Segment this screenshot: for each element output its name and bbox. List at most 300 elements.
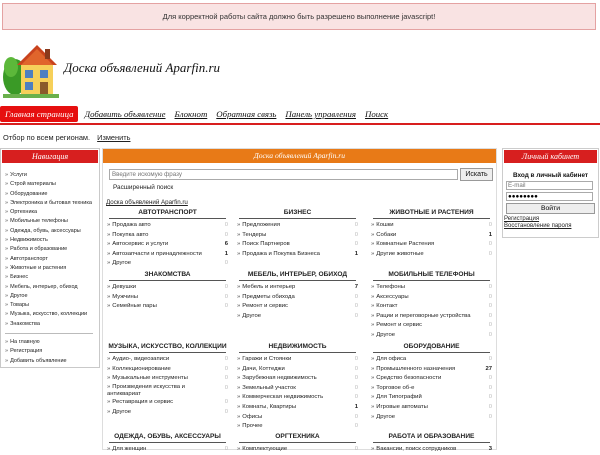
category-item-text: Зарубежная недвижимость [242, 375, 317, 382]
sidebar-item[interactable] [5, 273, 99, 282]
category-item-text: Другое [112, 260, 131, 267]
category-item-label [237, 250, 348, 260]
category-item-label [237, 283, 348, 293]
sidebar-item-label: Работа и образование [10, 246, 68, 253]
category-item-text: Ремонт и сервис [242, 303, 288, 310]
category-item[interactable] [107, 240, 228, 250]
bullet-icon: » [5, 209, 9, 216]
category-item[interactable] [371, 321, 492, 331]
sidebar-item-label: Одежда, обувь, аксессуары [10, 227, 81, 234]
category-item[interactable] [371, 413, 492, 423]
login-label: Вход в личный кабинет [512, 172, 589, 179]
bullet-icon: » [371, 331, 375, 338]
category-title[interactable]: ЖИВОТНЫЕ И РАСТЕНИЯ [389, 209, 474, 216]
category-item-text: Реставрация и сервис [112, 399, 174, 406]
category-item-count: 0 [488, 375, 492, 382]
category-item-label [107, 259, 218, 269]
change-region-link[interactable]: Изменить [97, 133, 131, 142]
category-item-count: 0 [354, 384, 358, 391]
category-item[interactable] [371, 221, 492, 231]
category-item-count: 0 [224, 446, 228, 452]
sidebar-item-label: На главную [10, 339, 40, 346]
category-item-count: 0 [224, 284, 228, 290]
category-block [371, 342, 492, 422]
category-item-text: Промышленного назначения [376, 365, 456, 372]
category-item-text: Автосервис и услуги [112, 241, 169, 248]
category-item-count: 0 [354, 312, 358, 319]
category-item-text: Автозапчасти и принадлежности [112, 250, 202, 257]
category-item[interactable] [371, 403, 492, 413]
category-block [237, 270, 358, 321]
category-item-label [371, 312, 482, 322]
category-item[interactable] [107, 408, 228, 418]
bullet-icon: » [107, 383, 111, 390]
bullet-icon: » [237, 303, 241, 310]
category-item-count: 0 [224, 384, 228, 391]
category-item-label [371, 283, 482, 293]
category-item-text: Другое [112, 408, 131, 415]
bullet-icon: » [5, 320, 9, 327]
category-item-count: 0 [354, 394, 358, 401]
category-item-count: 1 [224, 250, 228, 257]
category-item-label [107, 283, 218, 293]
bullet-icon: » [5, 190, 9, 197]
category-underline [109, 218, 226, 219]
category-item[interactable] [237, 221, 358, 231]
category-item-count: 0 [224, 231, 228, 238]
category-item-label [107, 408, 218, 418]
category-item[interactable] [107, 231, 228, 241]
sidebar-divider [5, 333, 93, 334]
sidebar-item[interactable] [5, 301, 99, 310]
sidebar-item[interactable] [5, 255, 99, 264]
category-item-label [371, 365, 482, 375]
category-item[interactable] [107, 259, 228, 269]
category-item-text: Коллекционирование [112, 365, 171, 372]
category-item-count: 0 [488, 222, 492, 228]
bullet-icon: » [237, 356, 241, 362]
region-text: Отбор по всем регионам. [3, 133, 91, 142]
category-item[interactable] [107, 398, 228, 408]
category-item-text: Торговое об-е [376, 384, 415, 391]
bullet-icon: » [237, 241, 241, 248]
category-item-label [107, 240, 218, 250]
search-button[interactable]: Искать [460, 168, 493, 181]
category-item-count: 0 [488, 331, 492, 338]
javascript-notice: Для корректной работы сайта должно быть разрешено выполнение javascript! [2, 3, 596, 30]
category-item-label [107, 384, 218, 398]
sidebar-item-label: Музыка, искусство, коллекции [10, 311, 88, 318]
category-item-label [371, 293, 482, 303]
category-item-label [237, 302, 348, 312]
sidebar-item-label: Недвижимость [10, 237, 48, 244]
category-item[interactable] [237, 302, 358, 312]
category-item-count: 0 [354, 222, 358, 228]
category-item-count: 0 [488, 384, 492, 391]
category-item-text: Кошки [376, 222, 394, 228]
category-item-count: 0 [354, 375, 358, 382]
category-item-label [107, 221, 218, 231]
bullet-icon: » [237, 250, 241, 257]
sidebar-item-label: Строй материалы [10, 181, 56, 188]
category-item-label [371, 221, 482, 231]
category-item-text: Предметы обихода [242, 293, 295, 300]
bullet-icon: » [5, 199, 9, 206]
sidebar-item-label: Регистрация [10, 348, 43, 355]
breadcrumb[interactable]: Доска объявлений Aparfin.ru [106, 199, 188, 206]
bullet-icon: » [107, 375, 111, 382]
category-item[interactable] [237, 384, 358, 394]
sidebar-title: Навигация [2, 150, 98, 163]
category-item[interactable] [237, 374, 358, 384]
category-underline [109, 442, 226, 443]
category-item[interactable] [237, 365, 358, 375]
category-item[interactable] [371, 293, 492, 303]
category-item[interactable] [237, 250, 358, 260]
category-item-text: Комнатные Растения [376, 241, 435, 248]
category-item-text: Для женщин [112, 446, 147, 452]
category-item-label [237, 413, 348, 423]
category-item-label [107, 365, 218, 375]
category-title[interactable]: РАБОТА И ОБРАЗОВАНИЕ [388, 433, 475, 440]
main-nav [0, 106, 397, 122]
category-item-label [107, 355, 218, 365]
category-item-text: Девушки [112, 284, 137, 290]
category-item-text: Комнаты, Квартиры [242, 403, 297, 410]
sidebar-item[interactable] [5, 283, 99, 292]
category-item-text: Комплектующие [242, 446, 288, 452]
bullet-icon: » [371, 303, 375, 310]
category-item-label [107, 374, 218, 384]
category-item-text: Предложения [242, 222, 281, 228]
category-item-text: Телефоны [376, 284, 405, 290]
category-item[interactable] [371, 302, 492, 312]
bullet-icon: » [107, 356, 111, 362]
category-item-count: 0 [488, 322, 492, 329]
category-item[interactable] [371, 312, 492, 322]
category-item-count: 0 [354, 365, 358, 372]
category-item[interactable] [107, 365, 228, 375]
category-item[interactable] [107, 221, 228, 231]
category-item[interactable] [371, 240, 492, 250]
category-title[interactable]: БИЗНЕС [283, 209, 312, 216]
bullet-icon: » [107, 241, 111, 248]
sidebar-item-label: Автотранспорт [10, 255, 48, 262]
bullet-icon: » [237, 231, 241, 238]
category-item-count: 0 [354, 413, 358, 420]
category-item-text: Произведения искусства и антиквариат [107, 383, 185, 397]
bullet-icon: » [107, 399, 111, 406]
sidebar-item[interactable] [5, 199, 99, 208]
category-item-label [371, 231, 482, 241]
category-item-text: Музыкальные инструменты [112, 375, 188, 382]
bullet-icon: » [5, 311, 9, 318]
bullet-icon: » [237, 293, 241, 300]
category-item-count: 0 [488, 413, 492, 420]
category-item-count: 6 [224, 241, 228, 248]
sidebar-item[interactable] [5, 310, 99, 319]
category-title[interactable]: МОБИЛЬНЫЕ ТЕЛЕФОНЫ [388, 271, 475, 278]
category-item[interactable] [371, 374, 492, 384]
category-underline [373, 218, 490, 219]
category-underline [239, 218, 356, 219]
bullet-icon: » [371, 375, 375, 382]
category-item-count: 0 [488, 250, 492, 257]
category-item-label [371, 240, 482, 250]
nav-notepad[interactable]: Блокнот [174, 109, 208, 119]
sidebar-item[interactable] [5, 171, 99, 180]
category-item-text: Гаражи и Стоянки [242, 356, 292, 362]
sidebar-item[interactable] [5, 245, 99, 254]
bullet-icon: » [371, 365, 375, 372]
category-item[interactable] [237, 355, 358, 365]
sidebar-item[interactable] [5, 320, 99, 329]
category-title[interactable]: ОРГТЕХНИКА [275, 433, 320, 440]
category-block [237, 432, 358, 455]
sidebar-nav [0, 148, 100, 368]
bullet-icon: » [5, 339, 9, 346]
category-item-label [237, 365, 348, 375]
sidebar-item[interactable] [5, 190, 99, 199]
category-item-text: Средство безопасности [376, 375, 442, 382]
category-underline [109, 280, 226, 281]
category-item-text: Ремонт и сервис [376, 322, 422, 329]
category-item[interactable] [107, 374, 228, 384]
category-item-label [371, 374, 482, 384]
category-item-count: 7 [354, 284, 358, 290]
category-item-text: Прочее [242, 423, 263, 430]
bullet-icon: » [107, 408, 111, 415]
category-item-count: 0 [354, 231, 358, 238]
category-item-label [237, 384, 348, 394]
category-title[interactable]: НЕДВИЖИМОСТЬ [268, 343, 327, 350]
category-underline [109, 352, 226, 353]
bullet-icon: » [5, 237, 9, 244]
login-links [504, 216, 571, 230]
category-item[interactable] [107, 293, 228, 303]
category-item-label [371, 403, 482, 413]
category-item-count: 0 [224, 399, 228, 406]
category-item[interactable] [237, 293, 358, 303]
bullet-icon: » [5, 227, 9, 234]
sidebar-item-label: Товары [10, 302, 29, 309]
bullet-icon: » [237, 365, 241, 372]
category-item[interactable] [237, 283, 358, 293]
category-item-text: Офисы [242, 413, 263, 420]
category-item[interactable] [237, 413, 358, 423]
category-item[interactable] [107, 250, 228, 260]
category-title[interactable]: МУЗЫКА, ИСКУССТВО, КОЛЛЕКЦИИ [108, 343, 227, 350]
bullet-icon: » [5, 292, 9, 299]
sidebar-list [1, 164, 99, 366]
sidebar-item-label: Мобильные телефоны [10, 218, 68, 225]
bullet-icon: » [5, 218, 9, 225]
category-item[interactable] [237, 240, 358, 250]
category-item-text: Вакансии, поиск сотрудников [376, 446, 457, 452]
nav-add-ad[interactable]: Добавить объявление [84, 109, 166, 119]
category-block [237, 342, 358, 432]
category-item[interactable] [237, 231, 358, 241]
category-item-count: 0 [488, 394, 492, 401]
sidebar-item-label: Добавить объявление [10, 357, 67, 364]
category-item-text: Коммерческая недвижимость [242, 394, 324, 401]
bullet-icon: » [371, 356, 375, 362]
bullet-icon: » [5, 255, 9, 262]
category-item[interactable] [107, 302, 228, 312]
bullet-icon: » [107, 303, 111, 310]
sidebar-item-label: Мебель, интерьер, обиход [10, 283, 78, 290]
category-item-label [107, 398, 218, 408]
category-item-text: Другие животные [376, 250, 424, 257]
login-title: Личный кабинет [504, 150, 597, 163]
category-item[interactable] [371, 283, 492, 293]
category-item-label [371, 302, 482, 312]
nav-control-panel[interactable]: Панель управления [285, 109, 356, 119]
category-item-text: Семейные пары [112, 303, 157, 310]
bullet-icon: » [237, 375, 241, 382]
category-item[interactable] [237, 403, 358, 413]
category-item-count: 0 [224, 222, 228, 228]
category-title[interactable]: МЕБЕЛЬ, ИНТЕРЬЕР, ОБИХОД [247, 271, 348, 278]
category-item[interactable] [107, 283, 228, 293]
bullet-icon: » [5, 246, 9, 253]
search-input[interactable] [109, 169, 458, 180]
category-underline [239, 280, 356, 281]
category-item[interactable] [371, 365, 492, 375]
sidebar-item[interactable] [5, 357, 99, 366]
sidebar-item[interactable] [5, 264, 99, 273]
nav-home[interactable]: Главная страница [0, 106, 78, 122]
category-block [107, 342, 228, 417]
bullet-icon: » [237, 423, 241, 430]
category-item[interactable] [371, 355, 492, 365]
category-item[interactable] [371, 384, 492, 394]
sidebar-item[interactable] [5, 208, 99, 217]
bullet-icon: » [371, 384, 375, 391]
sidebar-item[interactable] [5, 347, 99, 356]
category-item-text: Мужчины [112, 293, 138, 300]
category-item-count: 3 [488, 446, 492, 452]
category-item-label [237, 240, 348, 250]
category-item-label [237, 393, 348, 403]
login-button[interactable]: Войти [506, 203, 595, 214]
category-item-text: Продажа и Покупка Бизнеса [242, 250, 320, 257]
sidebar-item[interactable] [5, 236, 99, 245]
category-item-text: Аудио-, видеозаписи [112, 356, 170, 362]
category-item[interactable] [371, 231, 492, 241]
category-item-text: Другое [376, 331, 395, 338]
category-item-label [237, 403, 348, 413]
category-item-label [107, 302, 218, 312]
category-item-text: Дачи, Коттеджи [242, 365, 285, 372]
category-title[interactable]: ЗНАКОМСТВА [144, 271, 191, 278]
bullet-icon: » [371, 403, 375, 410]
sidebar-item-label: Бизнес [10, 274, 29, 281]
region-filter [3, 133, 130, 142]
bullet-icon: » [107, 293, 111, 300]
category-item-label [237, 355, 348, 365]
category-item-text: Для Типографий [376, 394, 422, 401]
house-logo-icon [3, 37, 59, 99]
sidebar-item[interactable] [5, 338, 99, 347]
bullet-icon: » [237, 384, 241, 391]
category-item[interactable] [371, 250, 492, 260]
category-item[interactable] [107, 384, 228, 398]
bullet-icon: » [107, 260, 111, 267]
sidebar-item-label: Электроника и бытовая техника [10, 199, 92, 206]
category-item-count: 0 [354, 241, 358, 248]
sidebar-item[interactable] [5, 217, 99, 226]
nav-feedback[interactable]: Обратная связь [216, 109, 277, 119]
category-item-text: Покупка авто [112, 231, 149, 238]
category-item[interactable] [371, 331, 492, 341]
category-block [237, 208, 358, 259]
category-title[interactable]: ОБОРУДОВАНИЕ [403, 343, 460, 350]
category-item-count: 0 [354, 356, 358, 362]
sidebar-item-label: Животные и растения [10, 264, 67, 271]
email-field[interactable] [506, 181, 593, 190]
category-item-label [237, 231, 348, 241]
category-item-text: Другое [242, 312, 261, 319]
category-item-label [237, 374, 348, 384]
bullet-icon: » [371, 293, 375, 300]
category-item-label [371, 384, 482, 394]
sidebar-item[interactable] [5, 180, 99, 189]
advanced-search-link[interactable]: Расширенный поиск [113, 184, 174, 191]
category-title[interactable]: АВТОТРАНСПОРТ [138, 209, 197, 216]
bullet-icon: » [371, 284, 375, 290]
category-block [371, 432, 492, 455]
category-item-count: 1 [488, 231, 492, 238]
category-item-count: 0 [224, 365, 228, 372]
category-item[interactable] [237, 312, 358, 322]
category-item-count: 0 [488, 356, 492, 362]
bullet-icon: » [5, 274, 9, 281]
bullet-icon: » [107, 222, 111, 228]
bullet-icon: » [237, 222, 241, 228]
category-item-count: 0 [224, 375, 228, 382]
category-block [371, 270, 492, 341]
main-panel [102, 148, 497, 450]
bullet-icon: » [371, 394, 375, 401]
register-link[interactable]: Регистрация [504, 216, 540, 222]
sidebar-item-label: Ортехника [10, 209, 38, 216]
category-title[interactable]: ОДЕЖДА, ОБУВЬ, АКСЕССУАРЫ [114, 433, 221, 440]
category-item-count: 0 [488, 403, 492, 410]
bullet-icon: » [107, 250, 111, 257]
sidebar-item[interactable] [5, 292, 99, 301]
category-item[interactable] [237, 422, 358, 432]
bullet-icon: » [5, 302, 9, 309]
category-item-label [237, 422, 348, 432]
password-recovery-link[interactable]: Восстановление пароля [504, 223, 572, 229]
password-field[interactable] [506, 192, 593, 201]
category-item[interactable] [237, 393, 358, 403]
nav-search[interactable]: Поиск [364, 109, 389, 119]
category-item-count: 0 [488, 312, 492, 319]
site-title: Доска объявлений Aparfin.ru [64, 60, 221, 75]
bullet-icon: » [107, 231, 111, 238]
sidebar-item-label: Другое [10, 292, 28, 299]
sidebar-item[interactable] [5, 227, 99, 236]
bullet-icon: » [237, 413, 241, 420]
sidebar-item-label: Знакомства [10, 320, 40, 327]
category-item-label [237, 221, 348, 231]
bullet-icon: » [237, 446, 241, 452]
category-item[interactable] [107, 355, 228, 365]
category-underline [239, 352, 356, 353]
category-item[interactable] [371, 393, 492, 403]
